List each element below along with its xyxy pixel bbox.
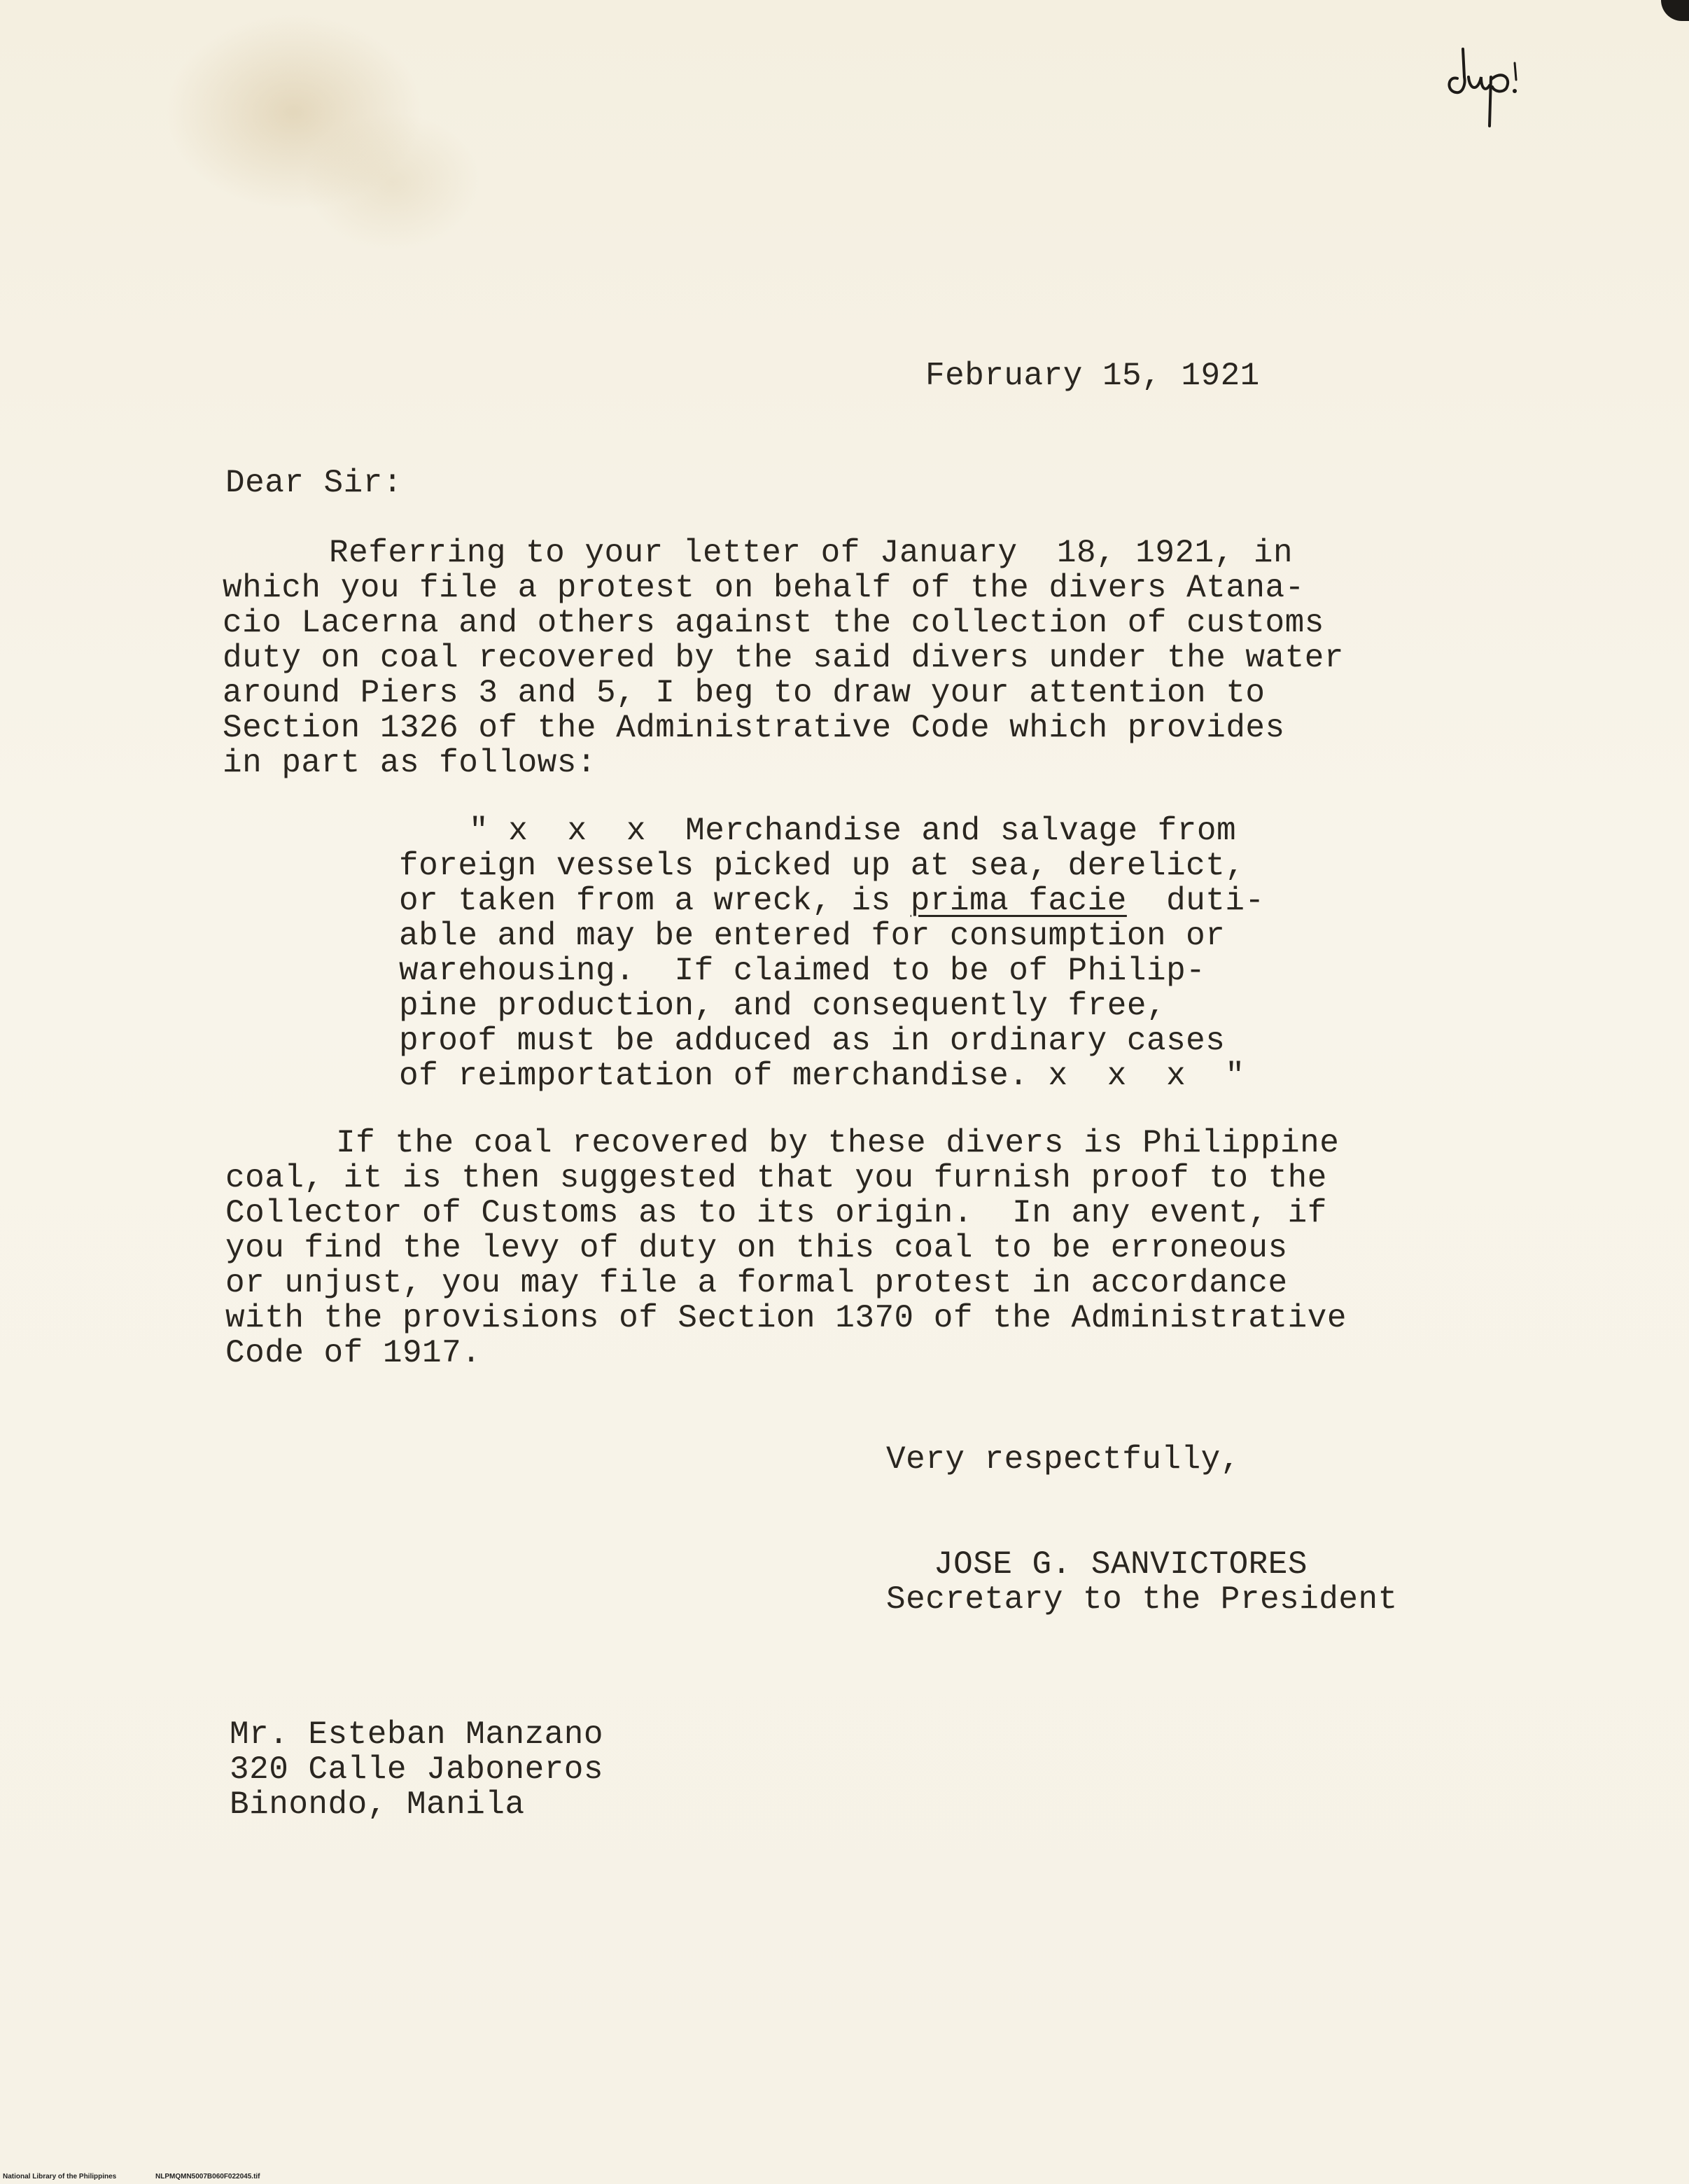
quote-line: able and may be entered for consumption or: [399, 918, 1226, 954]
signer-name: JOSE G. SANVICTORES: [934, 1546, 1308, 1583]
closing: Very respectfully,: [886, 1441, 1240, 1478]
handwritten-dup-annotation: [1442, 21, 1526, 133]
paragraph-line: Section 1326 of the Administrative Code which provides: [223, 710, 1285, 746]
paragraph-line: you find the levy of duty on this coal to be erroneous: [225, 1230, 1288, 1266]
body-paragraph-2: [225, 1126, 1347, 1371]
quote-line: of reimportation of merchandise. x x x ": [399, 1058, 1245, 1094]
addressee-line: Mr. Esteban Manzano: [230, 1716, 603, 1753]
quote-line: proof must be adduced as in ordinary cases: [399, 1023, 1226, 1059]
quoted-code-section: [399, 813, 1265, 1093]
signer-title: Secretary to the President: [886, 1581, 1398, 1618]
archive-caption: National Library of the Philippines: [3, 2173, 117, 2180]
letter-date: February 15, 1921: [925, 358, 1260, 394]
paragraph-line: in part as follows:: [223, 745, 596, 781]
addressee-block: [230, 1717, 603, 1822]
paragraph-line: which you file a protest on behalf of the divers Atana-: [223, 570, 1305, 606]
paragraph-line: or unjust, you may file a formal protest in accordance: [225, 1265, 1288, 1301]
paragraph-line: with the provisions of Section 1370 of the Administrative: [225, 1300, 1347, 1336]
quote-text: duti-: [1126, 883, 1265, 919]
paragraph-line: If the coal recovered by these divers is Philippine: [336, 1125, 1340, 1161]
prima-facie-underlined: prima facie: [910, 883, 1127, 919]
quote-line: pine production, and consequently free,: [399, 988, 1167, 1024]
body-paragraph-1: [223, 536, 1344, 780]
paragraph-line: cio Lacerna and others against the collection of customs: [223, 605, 1324, 641]
addressee-line: Binondo, Manila: [230, 1786, 525, 1823]
paragraph-line: Referring to your letter of January 18, 1921, in: [329, 535, 1294, 571]
quote-line: foreign vessels picked up at sea, derelict,: [399, 848, 1245, 884]
paragraph-line: duty on coal recovered by the said divers under the water: [223, 640, 1344, 676]
quote-text: or taken from a wreck, is: [399, 883, 911, 919]
paragraph-line: Collector of Customs as to its origin. In any event, if: [225, 1195, 1327, 1231]
paragraph-line: around Piers 3 and 5, I beg to draw your attention to: [223, 675, 1266, 711]
quote-line: warehousing. If claimed to be of Philip-: [399, 953, 1206, 989]
file-id-caption: NLPMQMN5007B060F022045.tif: [155, 2173, 260, 2180]
salutation: Dear Sir:: [225, 465, 402, 501]
paragraph-line: Code of 1917.: [225, 1335, 482, 1371]
paragraph-line: coal, it is then suggested that you furnish proof to the: [225, 1160, 1327, 1196]
corner-ink-mark: [1661, 0, 1689, 21]
addressee-line: 320 Calle Jaboneros: [230, 1751, 603, 1788]
quote-line: [399, 883, 1265, 918]
quote-line: " x x x Merchandise and salvage from: [469, 813, 1237, 849]
